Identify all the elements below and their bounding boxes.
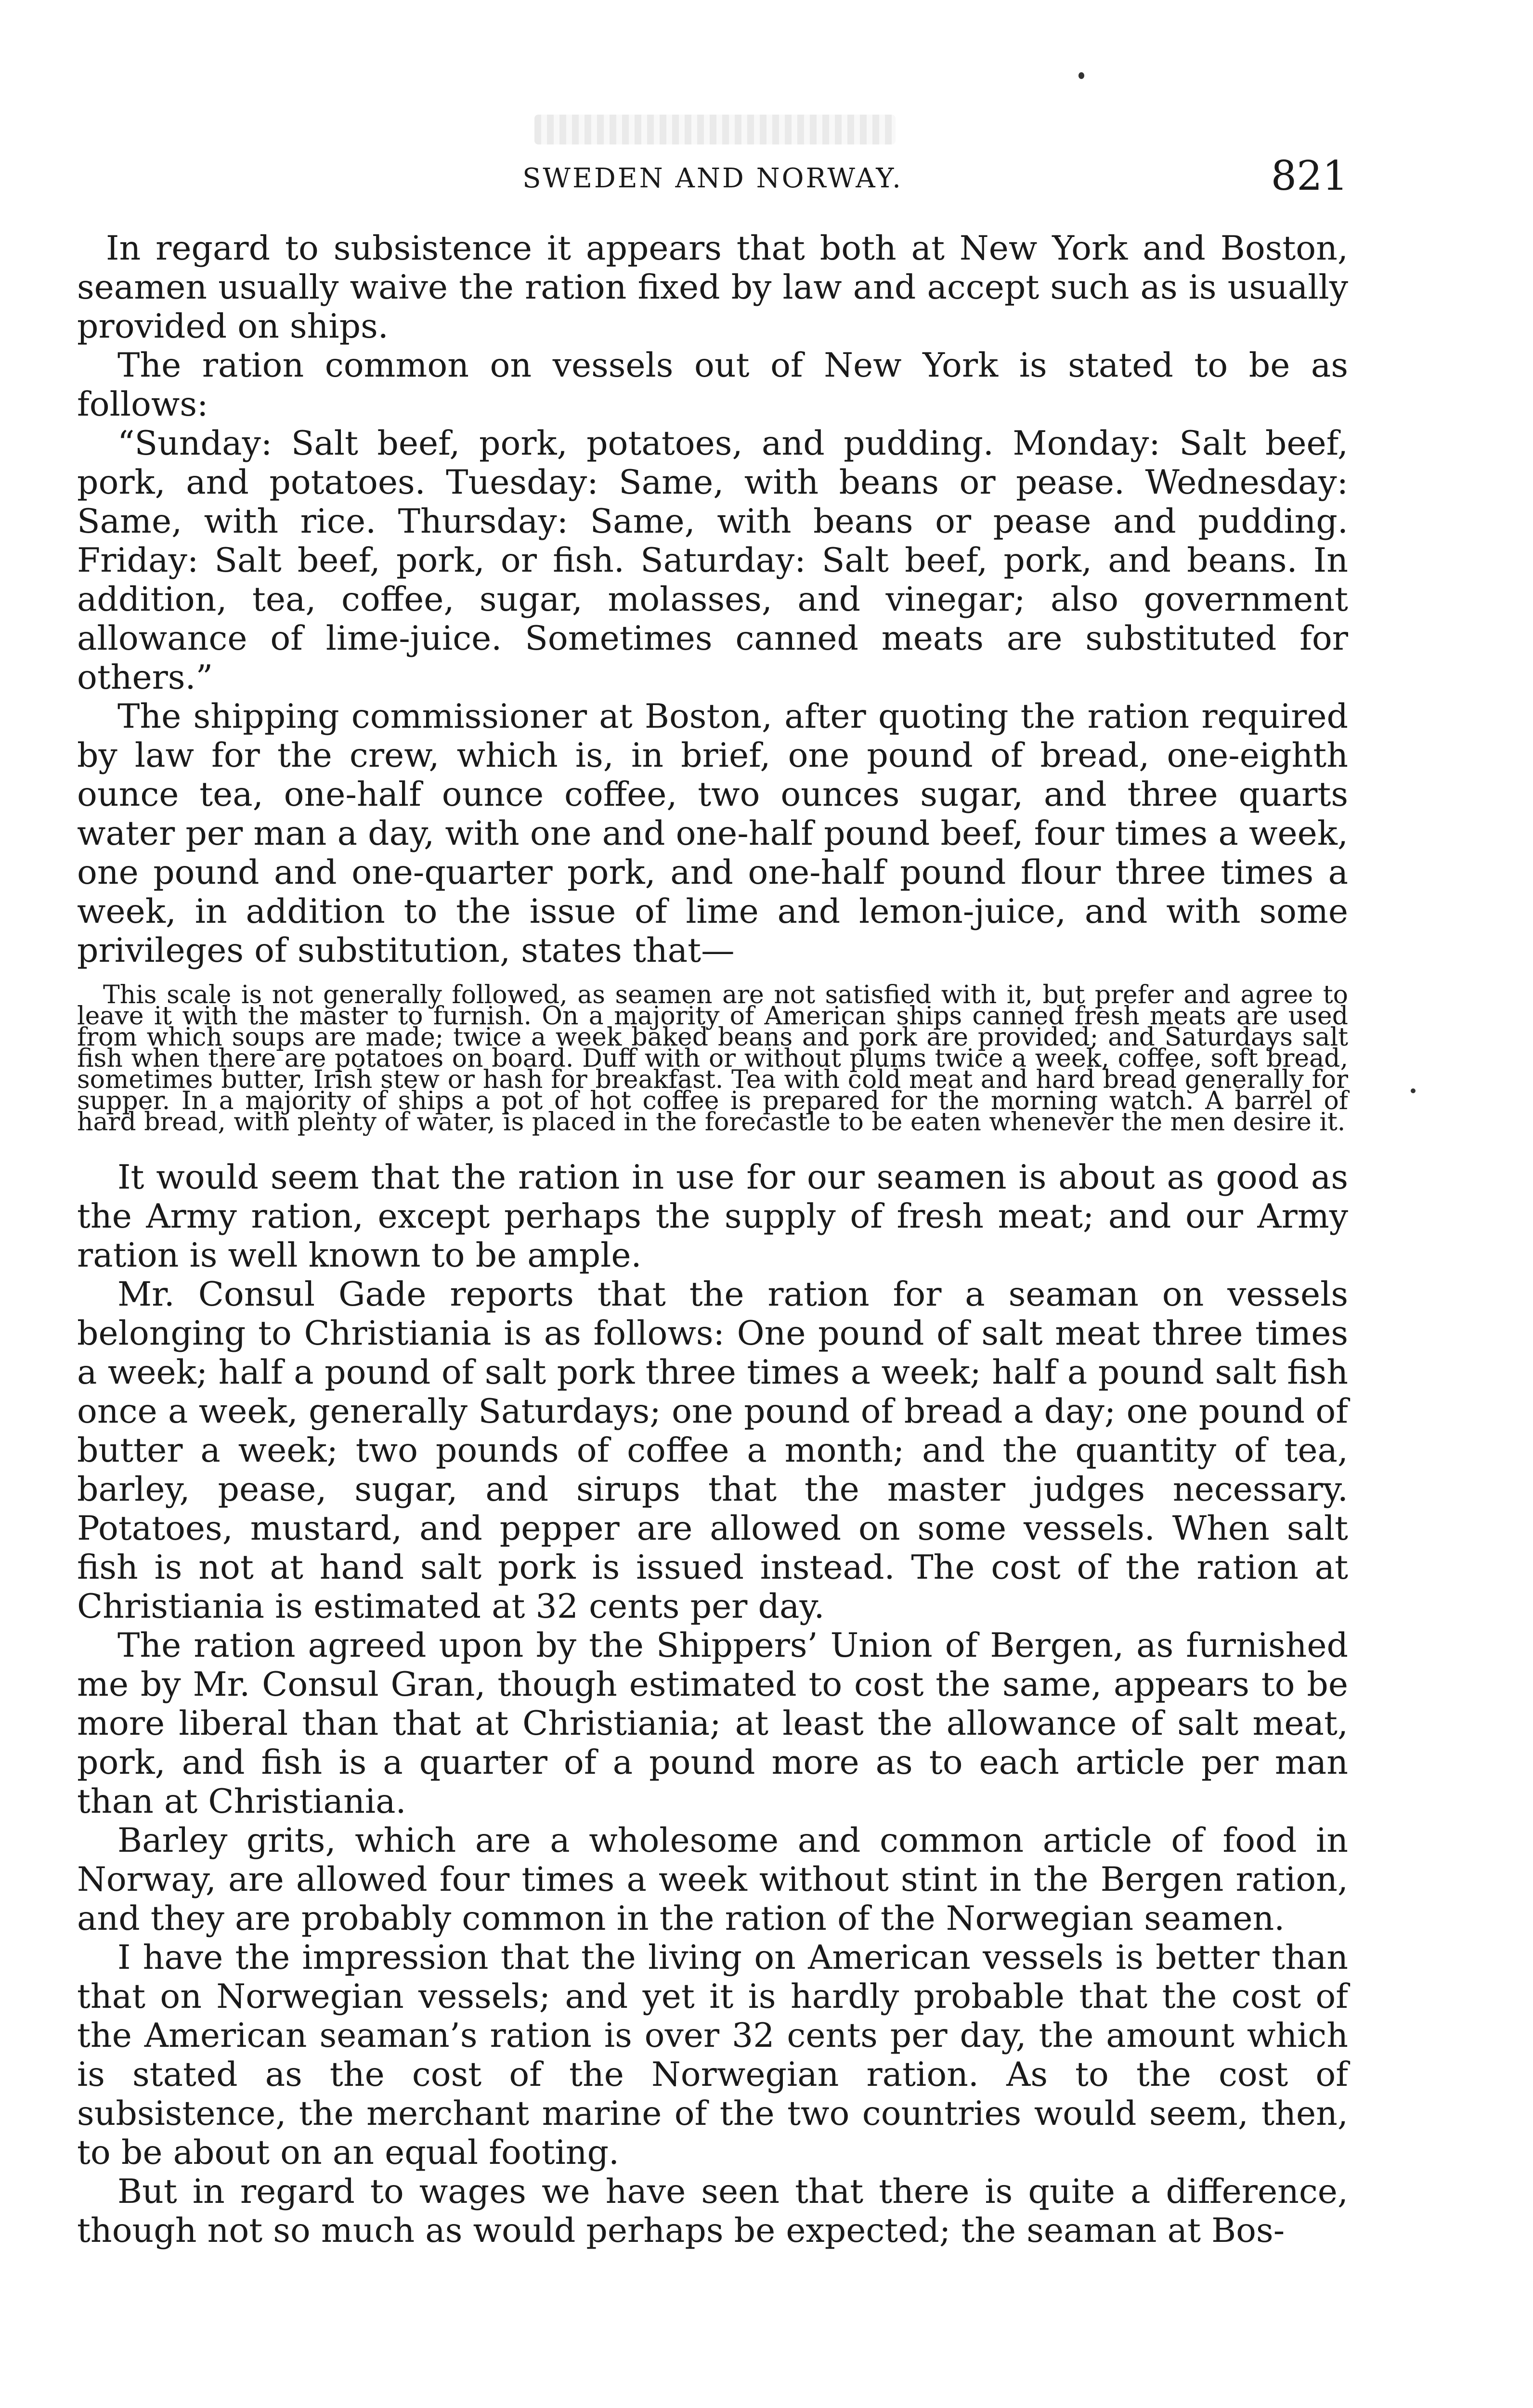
block-quote-boston-scale: This scale is not generally followed, as seamen are not satisfied with it, but prefer and agree to leave it with the master to furnish. On a majority of American ships canned fresh meats are used from which soups are made; twice a week baked beans and pork are provided; and Saturdays salt fish when there are potatoes on board. Duff with or without plums twice a week, coffee, soft bread, sometimes butter, Irish stew or hash for breakfast. Tea with cold meat and hard bread generally for supper. In a majority of ships a pot of hot coffee is prepared for the morning watch. A barrel of hard bread, with plenty of water, is placed in the forecastle to be eaten whenever the men desire it. xyxy=(77,981,1348,1137)
ink-speck xyxy=(1078,72,1084,79)
paragraph-new-york-ration-quote: “Sunday: Salt beef, pork, potatoes, and pudding. Monday: Salt beef, pork, and potatoes. Tuesday: Same, with beans or pease. Wednesday: Same, with rice. Thursday: Same, with beans or pease and pudding. Friday: Salt beef, pork, or fish. Saturday: Salt beef, pork, and beans. In addition, tea, coffee, sugar, molasses, and vinegar; also government allowance of lime-juice. Sometimes canned meats are substituted for others.” xyxy=(77,424,1348,697)
paragraph-subsistence-intro: In regard to subsistence it appears that both at New York and Boston, seamen usually waive the ration fixed by law and accept such as is usually provided on ships. xyxy=(77,229,1348,346)
paragraph-boston-commissioner: The shipping commissioner at Boston, after quoting the ration required by law for the crew, which is, in brief, one pound of bread, one-eighth ounce tea, one-half ounce coffee, two ounces sugar, and three quarts water per man a day, with one and one-half pound beef, four times a week, one pound and one-quarter pork, and one-half pound flour three times a week, in addition to the issue of lime and lemon-juice, and with some privileges of substitution, states that— xyxy=(77,697,1348,970)
paragraph-bergen-ration: The ration agreed upon by the Shippers’ Union of Bergen, as furnished me by Mr. Consul Gran, though estimated to cost the same, appears to be more liberal than that at Christiania; at least the allowance of salt meat, pork, and fish is a quarter of a pound more as to each article per man than at Christiania. xyxy=(77,1626,1348,1821)
paragraph-wages: But in regard to wages we have seen that there is quite a difference, though not so much as would perhaps be expected; the seaman at Bos- xyxy=(77,2172,1348,2250)
page-header xyxy=(77,152,1348,217)
body-text xyxy=(77,229,1348,2250)
page-number: 821 xyxy=(1271,152,1348,199)
ink-speck xyxy=(1411,1088,1416,1093)
paragraph-barley-grits: Barley grits, which are a wholesome and common article of food in Norway, are allowed four times a week without stint in the Bergen ration, and they are probably common in the ration of the Norwegian seamen. xyxy=(77,1821,1348,1938)
paragraph-living-comparison: I have the impression that the living on American vessels is better than that on Norwegian vessels; and yet it is hardly probable that the cost of the American seaman’s ration is over 32 cents per day, the amount which is stated as the cost of the Norwegian ration. As to the cost of subsistence, the merchant marine of the two countries would seem, then, to be about on an equal footing. xyxy=(77,1938,1348,2172)
running-title: SWEDEN AND NORWAY. xyxy=(522,163,903,194)
paragraph-army-ration: It would seem that the ration in use for our seamen is about as good as the Army ration, except perhaps the supply of fresh meat; and our Army ration is well known to be ample. xyxy=(77,1158,1348,1275)
paragraph-christiania-ration: Mr. Consul Gade reports that the ration for a seaman on vessels belonging to Christiania is as follows: One pound of salt meat three times a week; half a pound of salt pork three times a week; half a pound salt fish once a week, generally Saturdays; one pound of bread a day; one pound of butter a week; two pounds of coffee a month; and the quantity of tea, barley, pease, sugar, and sirups that the master judges necessary. Potatoes, mustard, and pepper are allowed on some vessels. When salt fish is not at hand salt pork is issued instead. The cost of the ration at Christiania is estimated at 32 cents per day. xyxy=(77,1275,1348,1626)
print-smudge xyxy=(534,115,896,144)
paragraph-new-york-ration-intro: The ration common on vessels out of New York is stated to be as follows: xyxy=(77,346,1348,424)
